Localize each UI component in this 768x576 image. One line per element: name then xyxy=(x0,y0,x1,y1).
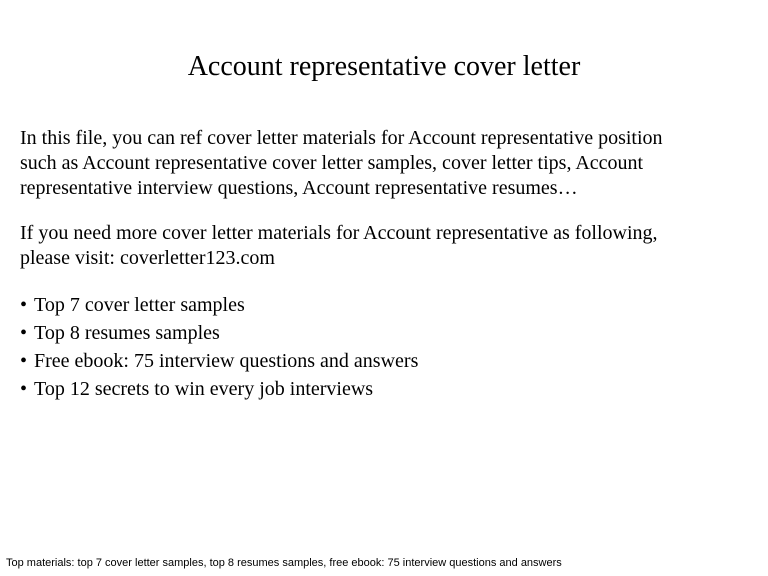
footer-text: Top materials: top 7 cover letter samples, top 8 resumes samples, free ebook: 75 interview questions and answers xyxy=(6,557,562,569)
slide-title: Account representative cover letter xyxy=(187,51,581,82)
intro-paragraph xyxy=(20,126,750,201)
materials-list xyxy=(20,291,750,403)
visit-line-2: please visit: coverletter123.com xyxy=(20,247,275,269)
intro-line-3: representative interview questions, Account representative resumes… xyxy=(20,177,578,199)
list-item-label: Top 7 cover letter samples xyxy=(34,294,245,316)
list-item xyxy=(20,319,750,347)
list-item xyxy=(20,347,750,375)
bullet-icon: • xyxy=(20,294,28,316)
list-item-label: Top 8 resumes samples xyxy=(34,322,220,344)
list-item xyxy=(20,291,750,319)
bullet-icon: • xyxy=(20,350,28,372)
list-item-label: Top 12 secrets to win every job interviews xyxy=(34,378,374,400)
intro-line-1: In this file, you can ref cover letter materials for Account representative position xyxy=(20,127,663,149)
bullet-icon: • xyxy=(20,322,28,344)
visit-line-1: If you need more cover letter materials for Account representative as following, xyxy=(20,222,658,244)
intro-line-2: such as Account representative cover letter samples, cover letter tips, Account xyxy=(20,152,644,174)
list-item xyxy=(20,375,750,403)
list-item-label: Free ebook: 75 interview questions and answers xyxy=(34,350,419,372)
visit-paragraph xyxy=(20,221,750,271)
bullet-icon: • xyxy=(20,378,28,400)
